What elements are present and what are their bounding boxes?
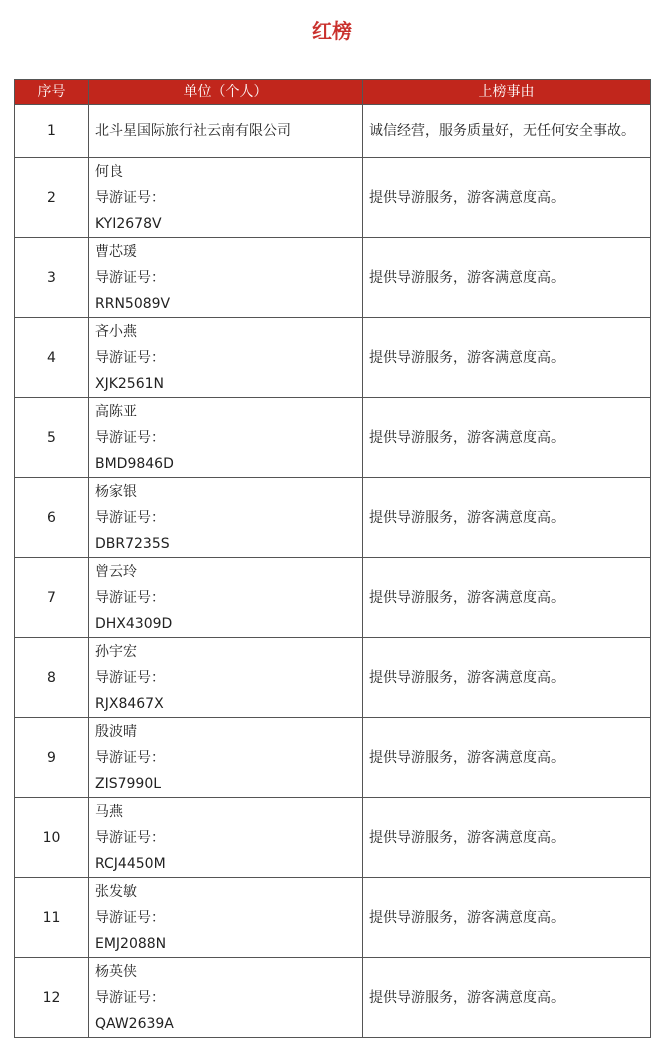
guide-name: 吝小燕	[95, 323, 137, 340]
row-reason: 提供导游服务，游客满意度高。	[363, 238, 651, 318]
row-index: 12	[15, 958, 89, 1038]
guide-license-number: EMJ2088N	[95, 935, 167, 952]
table-row	[15, 718, 651, 798]
guide-license-number: DHX4309D	[95, 615, 173, 632]
row-unit	[89, 105, 363, 158]
guide-license-label: 导游证号：	[95, 429, 165, 446]
guide-license-label: 导游证号：	[95, 749, 165, 766]
row-reason: 提供导游服务，游客满意度高。	[363, 638, 651, 718]
row-reason: 提供导游服务，游客满意度高。	[363, 398, 651, 478]
table-row	[15, 398, 651, 478]
guide-name: 杨英侠	[95, 963, 137, 980]
row-reason: 诚信经营，服务质量好，无任何安全事故。	[363, 105, 651, 158]
row-reason: 提供导游服务，游客满意度高。	[363, 798, 651, 878]
table-row	[15, 105, 651, 158]
row-index: 11	[15, 878, 89, 958]
row-index: 2	[15, 158, 89, 238]
guide-license-number: BMD9846D	[95, 455, 174, 472]
guide-name: 殷波晴	[95, 723, 137, 740]
row-index: 6	[15, 478, 89, 558]
table-row	[15, 798, 651, 878]
row-unit	[89, 718, 363, 798]
row-reason: 提供导游服务，游客满意度高。	[363, 718, 651, 798]
guide-license-label: 导游证号：	[95, 349, 165, 366]
row-index: 1	[15, 105, 89, 158]
guide-name: 曹芯瑗	[95, 243, 137, 260]
row-reason: 提供导游服务，游客满意度高。	[363, 478, 651, 558]
guide-name: 杨家银	[95, 483, 137, 500]
row-unit	[89, 158, 363, 238]
table-row	[15, 238, 651, 318]
row-index: 3	[15, 238, 89, 318]
row-unit	[89, 478, 363, 558]
guide-name: 张发敏	[95, 883, 137, 900]
guide-license-number: XJK2561N	[95, 375, 165, 392]
page-title: 红榜	[312, 19, 352, 43]
row-reason: 提供导游服务，游客满意度高。	[363, 558, 651, 638]
honor-table	[14, 79, 651, 1038]
table-row	[15, 158, 651, 238]
table-row	[15, 318, 651, 398]
guide-name: 马燕	[95, 803, 123, 820]
guide-license-label: 导游证号：	[95, 509, 165, 526]
header-reason: 上榜事由	[363, 80, 651, 105]
guide-name: 曾云玲	[95, 563, 137, 580]
row-index: 8	[15, 638, 89, 718]
row-index: 9	[15, 718, 89, 798]
unit-name: 北斗星国际旅行社云南有限公司	[95, 123, 291, 139]
guide-license-number: DBR7235S	[95, 535, 170, 552]
guide-name: 孙宇宏	[95, 643, 137, 660]
table-header-row	[15, 80, 651, 105]
guide-license-number: ZIS7990L	[95, 775, 162, 792]
guide-license-number: RCJ4450M	[95, 855, 166, 872]
guide-license-number: RRN5089V	[95, 295, 171, 312]
row-unit	[89, 878, 363, 958]
row-unit	[89, 558, 363, 638]
table-row	[15, 638, 651, 718]
row-unit	[89, 958, 363, 1038]
guide-license-label: 导游证号：	[95, 669, 165, 686]
guide-license-label: 导游证号：	[95, 189, 165, 206]
guide-license-label: 导游证号：	[95, 989, 165, 1006]
row-unit	[89, 318, 363, 398]
row-reason: 提供导游服务，游客满意度高。	[363, 158, 651, 238]
row-unit	[89, 798, 363, 878]
guide-license-label: 导游证号：	[95, 829, 165, 846]
header-index: 序号	[15, 80, 89, 105]
table-row	[15, 558, 651, 638]
row-reason: 提供导游服务，游客满意度高。	[363, 958, 651, 1038]
table-row	[15, 958, 651, 1038]
row-index: 10	[15, 798, 89, 878]
row-reason: 提供导游服务，游客满意度高。	[363, 318, 651, 398]
header-unit: 单位（个人）	[89, 80, 363, 105]
guide-license-label: 导游证号：	[95, 589, 165, 606]
row-unit	[89, 238, 363, 318]
guide-license-label: 导游证号：	[95, 269, 165, 286]
row-unit	[89, 398, 363, 478]
row-reason: 提供导游服务，游客满意度高。	[363, 878, 651, 958]
guide-name: 何良	[95, 163, 123, 180]
guide-license-number: QAW2639A	[95, 1015, 174, 1032]
table-row	[15, 478, 651, 558]
row-index: 4	[15, 318, 89, 398]
row-unit	[89, 638, 363, 718]
row-index: 5	[15, 398, 89, 478]
guide-license-number: RJX8467X	[95, 695, 164, 712]
table-row	[15, 878, 651, 958]
guide-license-label: 导游证号：	[95, 909, 165, 926]
guide-name: 高陈亚	[95, 403, 137, 420]
guide-license-number: KYI2678V	[95, 215, 162, 232]
row-index: 7	[15, 558, 89, 638]
